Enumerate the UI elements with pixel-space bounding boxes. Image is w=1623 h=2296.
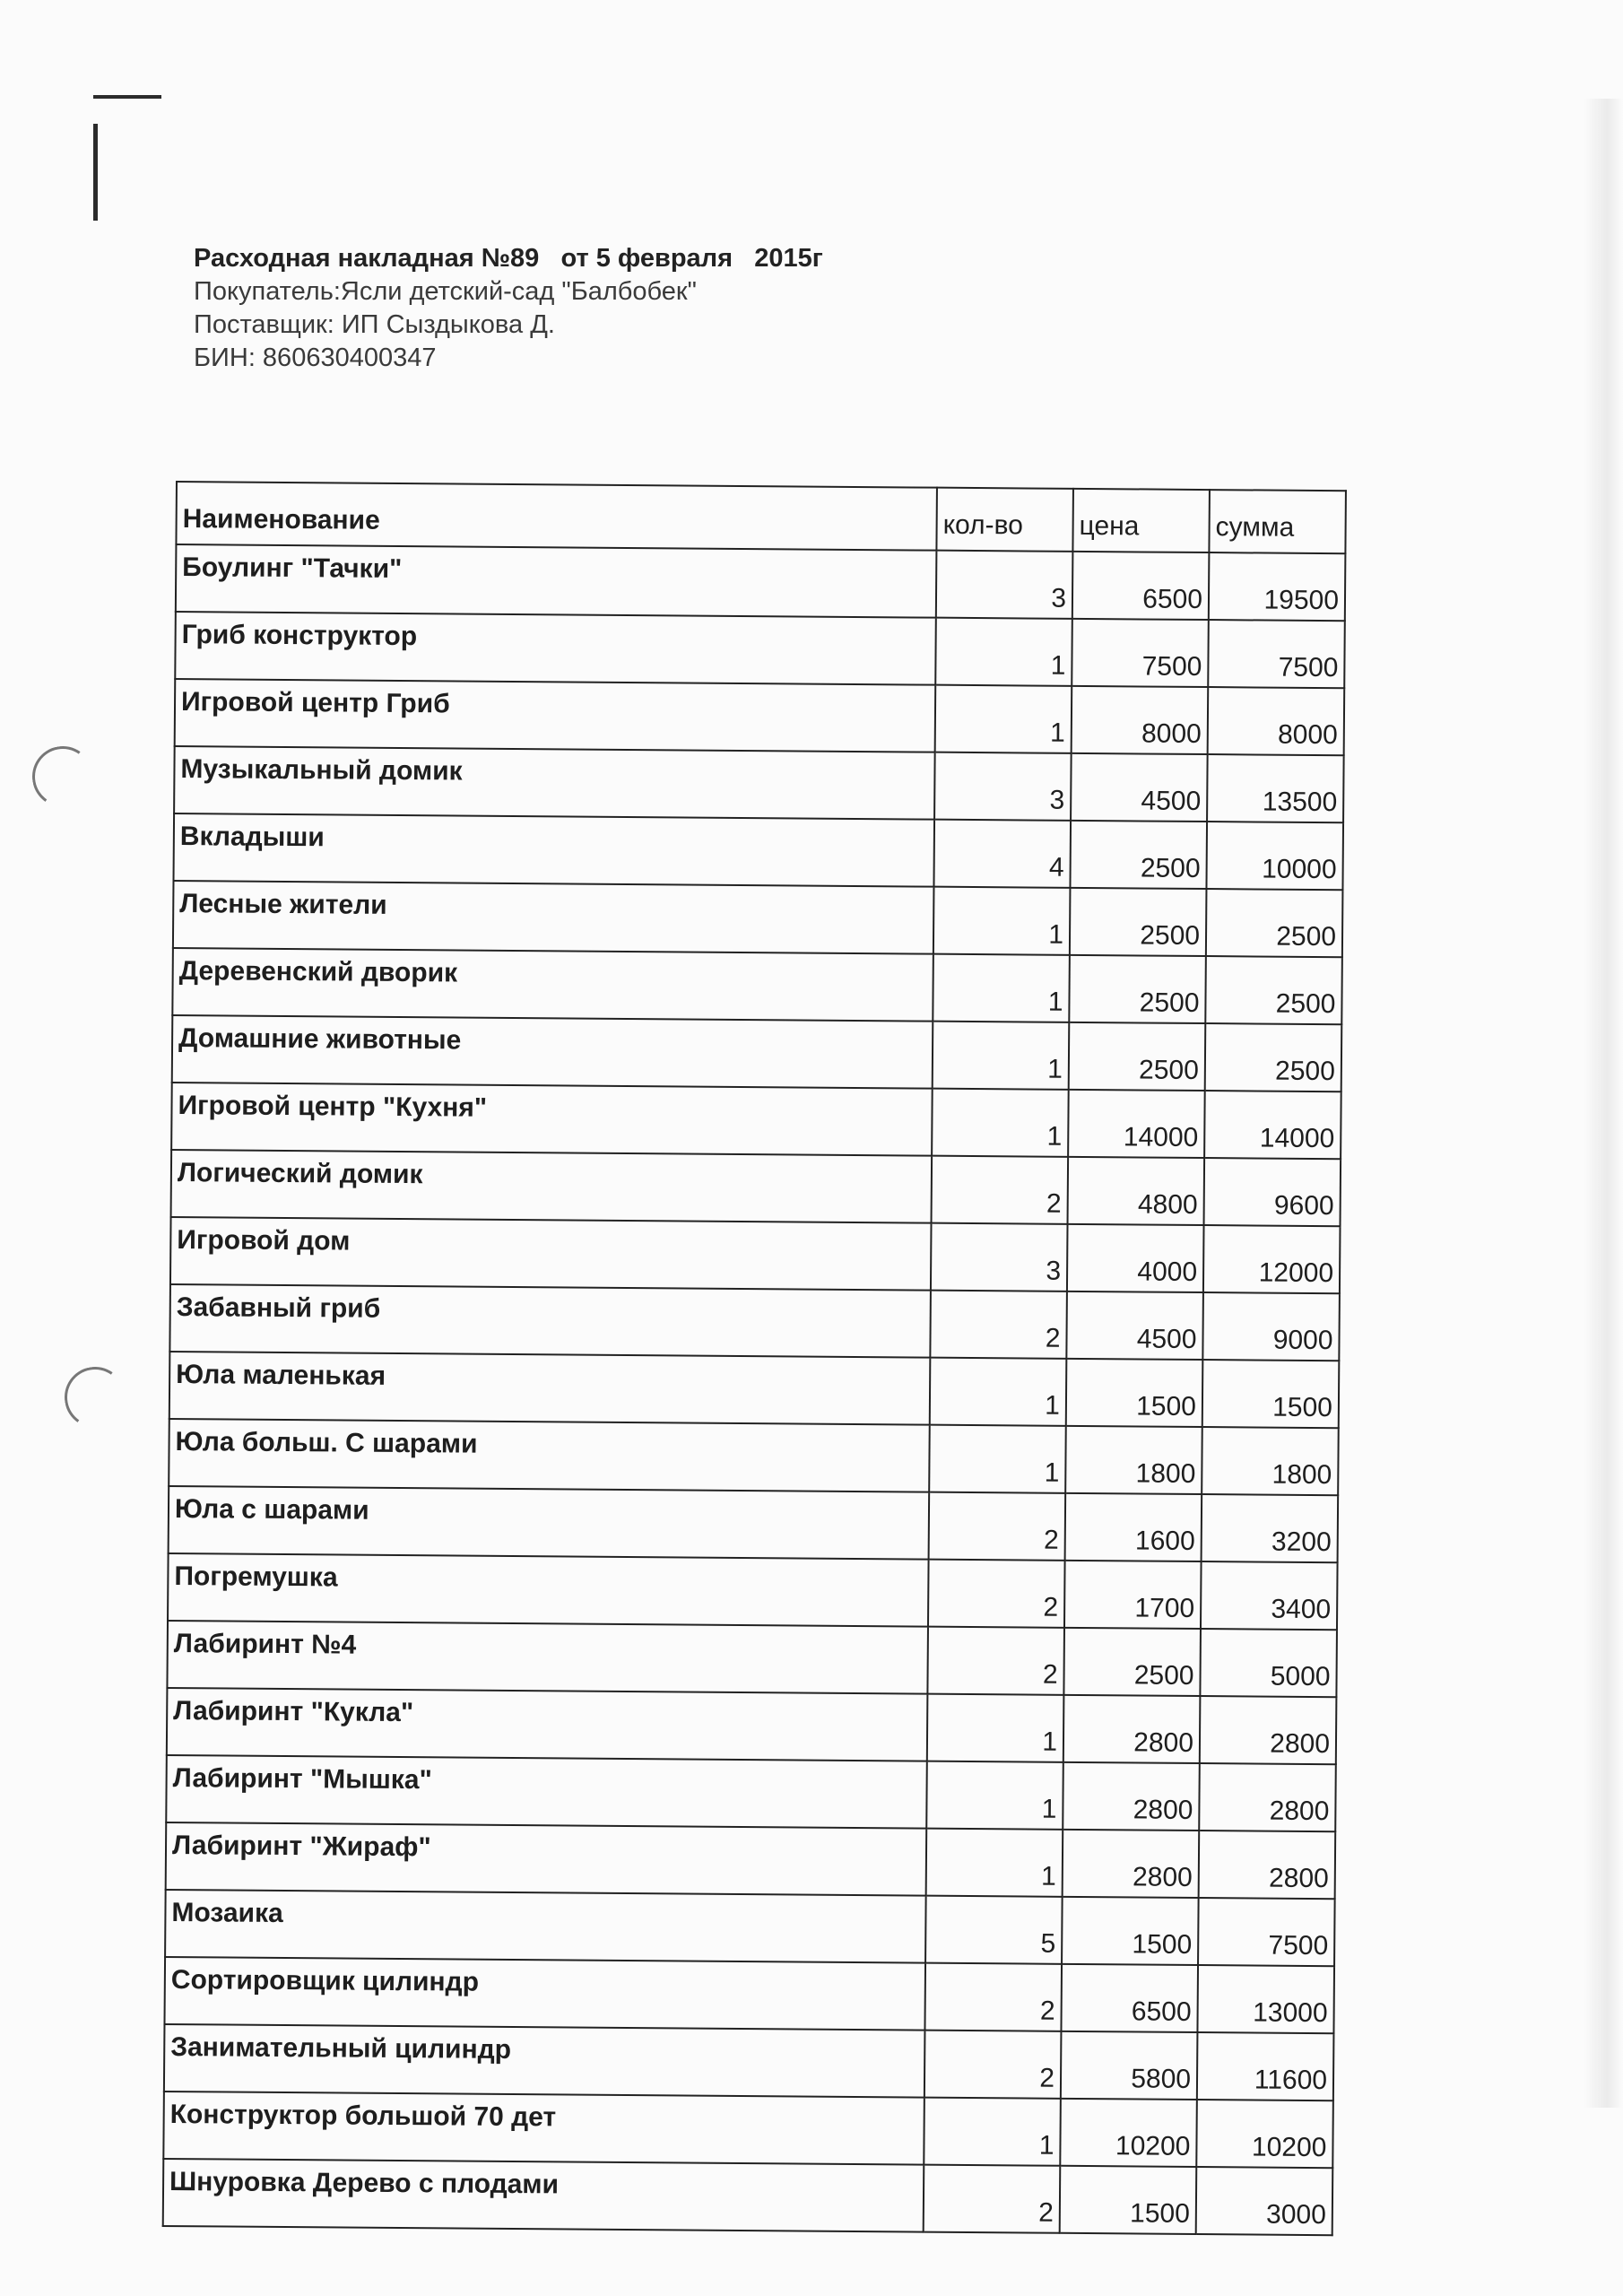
item-name-cell: Забавный гриб: [169, 1284, 931, 1358]
item-price-cell: 2500: [1069, 1022, 1206, 1091]
item-sum-cell: 7500: [1198, 1898, 1335, 1966]
invoice-title: Расходная накладная №89 от 5 февраля 2015г: [194, 244, 823, 273]
table-row: [164, 2024, 1334, 2100]
item-qty-cell: 1: [933, 887, 1071, 955]
item-name-cell: Юла маленькая: [169, 1352, 931, 1425]
item-qty-cell: 1: [932, 1089, 1069, 1157]
item-price-cell: 2500: [1063, 1628, 1201, 1696]
table-body: [163, 544, 1346, 2235]
item-sum-cell: 3400: [1201, 1561, 1338, 1630]
item-sum-cell: 2800: [1199, 1763, 1336, 1831]
punch-hole-top: [28, 742, 99, 813]
supplier-line: Поставщик: ИП Сыздыкова Д.: [194, 310, 555, 339]
item-qty-cell: 1: [926, 1761, 1063, 1830]
item-qty-cell: 1: [930, 1358, 1067, 1426]
item-name-cell: Лабиринт "Жираф": [166, 1822, 927, 1896]
item-price-cell: 2800: [1063, 1762, 1200, 1831]
item-price-cell: 1500: [1062, 1897, 1199, 1965]
item-price-cell: 2800: [1063, 1830, 1200, 1898]
table-row: [169, 1352, 1340, 1428]
scan-mark-vertical: [93, 124, 98, 221]
item-price-cell: 4500: [1066, 1292, 1203, 1360]
item-qty-cell: 2: [929, 1492, 1066, 1561]
table-row: [163, 2159, 1333, 2235]
scan-mark-horizontal: [93, 95, 161, 99]
table-row: [166, 1755, 1336, 1831]
item-price-cell: 4000: [1067, 1224, 1204, 1292]
table-row: [174, 746, 1344, 822]
item-qty-cell: 1: [927, 1694, 1064, 1762]
item-sum-cell: 3000: [1196, 2167, 1333, 2235]
item-qty-cell: 2: [924, 2031, 1062, 2099]
invoice-header: [194, 242, 823, 375]
bin-line: БИН: 860630400347: [194, 344, 437, 372]
item-sum-cell: 10200: [1196, 2100, 1333, 2168]
table-row: [173, 881, 1343, 957]
item-qty-cell: 1: [929, 1425, 1066, 1493]
table-row: [168, 1553, 1338, 1630]
item-name-cell: Игровой дом: [170, 1217, 932, 1291]
item-price-cell: 5800: [1061, 2031, 1198, 2100]
column-header-sum: сумма: [1209, 490, 1346, 553]
table-row: [164, 1957, 1334, 2033]
item-price-cell: 6500: [1072, 552, 1210, 620]
item-name-cell: Игровой центр Гриб: [175, 679, 936, 752]
item-qty-cell: 1: [935, 618, 1072, 686]
item-name-cell: Боулинг "Тачки": [176, 544, 937, 618]
page-edge-shadow: [1584, 99, 1623, 2108]
item-price-cell: 10200: [1060, 2099, 1197, 2167]
item-qty-cell: 2: [924, 1963, 1062, 2031]
column-header-name: Наименование: [176, 482, 937, 551]
table-row: [175, 612, 1345, 688]
item-sum-cell: 10000: [1206, 822, 1343, 890]
table-row: [169, 1486, 1339, 1562]
item-price-cell: 6500: [1061, 1964, 1198, 2032]
table-row: [172, 948, 1342, 1024]
punch-hole-bottom: [60, 1362, 131, 1433]
item-name-cell: Гриб конструктор: [175, 612, 936, 685]
item-qty-cell: 1: [933, 1022, 1070, 1090]
item-price-cell: 1500: [1060, 2166, 1197, 2234]
item-price-cell: 1500: [1066, 1359, 1203, 1427]
item-sum-cell: 9600: [1204, 1158, 1341, 1226]
item-name-cell: Логический домик: [171, 1150, 933, 1223]
table-row: [175, 679, 1345, 755]
item-name-cell: Лесные жители: [173, 881, 934, 954]
item-name-cell: Деревенский дворик: [172, 948, 933, 1022]
table-row: [165, 1890, 1335, 1966]
item-qty-cell: 4: [933, 820, 1071, 888]
item-name-cell: Игровой центр "Кухня": [171, 1083, 933, 1156]
table-row: [171, 1083, 1341, 1159]
table-row: [176, 544, 1346, 621]
item-name-cell: Домашние животные: [172, 1015, 933, 1089]
item-price-cell: 4800: [1068, 1157, 1205, 1225]
item-sum-cell: 8000: [1208, 687, 1345, 755]
item-name-cell: Мозаика: [165, 1890, 926, 1963]
item-price-cell: 2500: [1069, 955, 1206, 1023]
item-sum-cell: 13500: [1207, 754, 1344, 822]
item-sum-cell: 12000: [1203, 1225, 1341, 1293]
table-row: [169, 1419, 1339, 1495]
item-name-cell: Сортировщик цилиндр: [164, 1957, 925, 2031]
item-name-cell: Погремушка: [168, 1553, 929, 1627]
item-sum-cell: 5000: [1200, 1629, 1337, 1697]
table-row: [169, 1284, 1340, 1361]
item-price-cell: 2500: [1070, 821, 1207, 889]
table-row: [163, 2092, 1333, 2168]
item-sum-cell: 2800: [1199, 1831, 1336, 1899]
item-sum-cell: 19500: [1209, 552, 1346, 621]
item-qty-cell: 1: [926, 1829, 1063, 1897]
item-qty-cell: 2: [924, 2165, 1061, 2233]
item-name-cell: Юла с шарами: [169, 1486, 930, 1560]
item-name-cell: Конструктор большой 70 дет: [163, 2092, 924, 2165]
item-name-cell: Шнуровка Дерево с плодами: [163, 2159, 924, 2232]
table-row: [173, 813, 1343, 890]
item-name-cell: Вкладыши: [173, 813, 934, 887]
item-name-cell: Музыкальный домик: [174, 746, 935, 820]
item-qty-cell: 2: [928, 1560, 1065, 1628]
item-qty-cell: 2: [930, 1291, 1067, 1359]
item-sum-cell: 1500: [1202, 1360, 1340, 1428]
item-sum-cell: 13000: [1197, 1965, 1334, 2033]
item-price-cell: 1800: [1065, 1426, 1202, 1494]
item-sum-cell: 1800: [1202, 1427, 1339, 1495]
table-row: [170, 1217, 1341, 1293]
item-qty-cell: 2: [932, 1156, 1069, 1224]
item-sum-cell: 2800: [1200, 1696, 1337, 1764]
item-name-cell: Юла больш. С шарами: [169, 1419, 930, 1492]
item-price-cell: 1700: [1064, 1561, 1202, 1629]
item-sum-cell: 14000: [1204, 1091, 1341, 1159]
item-name-cell: Занимательный цилиндр: [164, 2024, 925, 2098]
item-price-cell: 4500: [1071, 753, 1208, 822]
item-sum-cell: 3200: [1202, 1494, 1339, 1562]
item-sum-cell: 9000: [1202, 1292, 1340, 1361]
item-sum-cell: 7500: [1208, 620, 1345, 688]
item-name-cell: Лабиринт №4: [167, 1621, 928, 1694]
table-header-row: [176, 482, 1346, 553]
item-qty-cell: 2: [927, 1627, 1064, 1695]
item-qty-cell: 3: [931, 1223, 1068, 1292]
item-sum-cell: 2500: [1205, 1023, 1342, 1091]
item-name-cell: Лабиринт "Кукла": [167, 1688, 928, 1761]
invoice-table: [162, 481, 1347, 2236]
item-qty-cell: 5: [925, 1896, 1063, 1964]
table-row: [171, 1150, 1341, 1226]
item-qty-cell: 1: [935, 685, 1072, 753]
item-qty-cell: 3: [934, 752, 1072, 821]
item-sum-cell: 11600: [1197, 2032, 1334, 2100]
item-sum-cell: 2500: [1206, 889, 1343, 957]
table-row: [166, 1822, 1336, 1899]
item-price-cell: 7500: [1072, 619, 1209, 687]
item-sum-cell: 2500: [1205, 956, 1342, 1024]
item-price-cell: 2800: [1063, 1695, 1201, 1763]
item-qty-cell: 1: [933, 954, 1070, 1022]
item-qty-cell: 3: [936, 551, 1073, 619]
item-price-cell: 1600: [1065, 1493, 1202, 1561]
table-row: [167, 1688, 1337, 1764]
item-name-cell: Лабиринт "Мышка": [166, 1755, 927, 1829]
item-price-cell: 14000: [1068, 1090, 1205, 1158]
item-price-cell: 8000: [1072, 686, 1209, 754]
table-row: [167, 1621, 1337, 1697]
table-row: [172, 1015, 1342, 1091]
buyer-line: Покупатель:Ясли детский-сад "Балбобек": [194, 277, 697, 306]
item-price-cell: 2500: [1070, 888, 1207, 956]
column-header-qty: кол-во: [936, 488, 1073, 552]
item-qty-cell: 1: [924, 2098, 1061, 2166]
column-header-price: цена: [1072, 489, 1210, 552]
